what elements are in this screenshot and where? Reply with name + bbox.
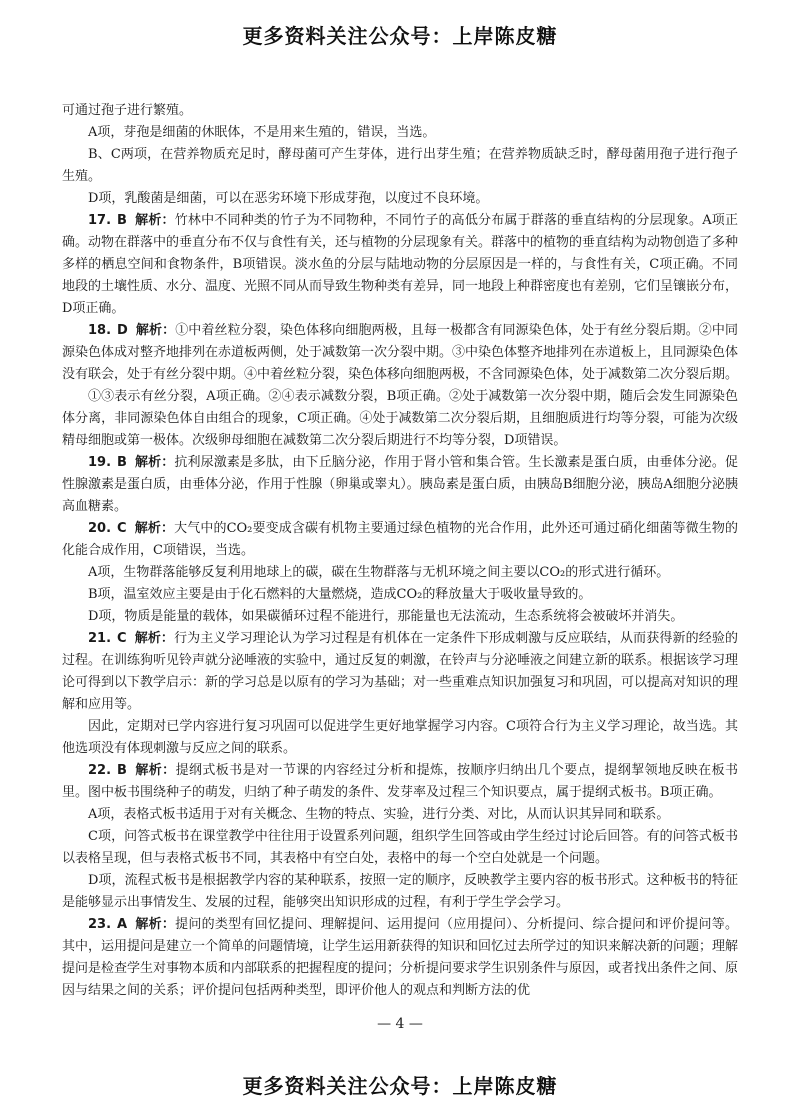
question-number: 18.	[88, 323, 112, 338]
explanation-label: 解析：	[134, 455, 175, 470]
explanation-label: 解析：	[134, 213, 175, 228]
explanation-text: ①中着丝粒分裂，染色体移向细胞两极，且每一极都含有同源染色体，处于有丝分裂后期。②中同源染色体成对整齐地排列在赤道板两侧，处于减数第一次分裂中期。③中染色体整齐地排列在赤道板上，且同源染色体没有联会，处于有丝分裂中期。④中着丝粒分裂，染色体移向细胞两极，不含同源染色体，处于减数第二次分裂后期。	[62, 323, 739, 382]
question-number: 21.	[88, 631, 112, 646]
question-number: 17.	[88, 213, 112, 228]
paragraph: A项，芽孢是细菌的休眠体，不是用来生殖的，错误，当选。	[88, 125, 436, 140]
paragraph: A项，生物群落能够反复利用地球上的碳，碳在生物群落与无机环境之间主要以CO₂的形式进行循环。	[88, 565, 670, 580]
explanation-text: 行为主义学习理论认为学习过程是有机体在一定条件下形成刺激与反应联结，从而获得新的经验的过程。在训练狗听见铃声就分泌唾液的实验中，通过反复的刺激，在铃声与分泌唾液之间建立新的联系。根据该学习理论可得到以下教学启示：新的学习总是以原有的学习为基础；对一些重难点知识加强复习和巩固，可以提高对知识的理解和应用等。	[62, 631, 739, 712]
question-explanation	[62, 914, 738, 1002]
explanation-text: 提问的类型有回忆提问、理解提问、运用提问（应用提问）、分析提问、综合提问和评价提问等。其中，运用提问是建立一个简单的问题情境，让学生运用新获得的知识和回忆过去所学过的知识来解决新的问题；理解提问是检查学生对事物本质和内部联系的把握程度的提问；分析提问要求学生识别条件与原因，或者找出条件之间、原因与结果之间的关系；评价提问包括两种类型，即评价他人的观点和判断方法的优	[62, 917, 739, 998]
explanation-text: 提纲式板书是对一节课的内容经过分析和提炼，按顺序归纳出几个要点，提纲挈领地反映在板书里。图中板书围绕种子的萌发，归纳了种子萌发的条件、发芽率及过程三个知识要点，属于提纲式板书。B项正确。	[62, 763, 738, 800]
answer-text-body	[62, 100, 738, 1002]
footer-banner: 更多资料关注公众号：上岸陈皮糖	[242, 1074, 558, 1098]
answer-letter: C	[117, 521, 127, 536]
paragraph: D项，物质是能量的载体，如果碳循环过程不能进行，那能量也无法流动，生态系统将会被破坏并消失。	[88, 609, 684, 624]
answer-letter: B	[117, 763, 127, 778]
question-explanation	[62, 518, 738, 562]
question-explanation	[62, 760, 738, 804]
question-number: 23.	[88, 917, 112, 932]
explanation-label: 解析：	[134, 763, 176, 778]
paragraph: ①③表示有丝分裂，A项正确。②④表示减数分裂，B项正确。②处于减数第一次分裂中期，随后会发生同源染色体分离，非同源染色体自由组合的现象，C项正确。④处于减数第二次分裂后期，且细胞质进行均等分裂，可能为次级精母细胞或第一极体。次级卵母细胞在减数第二次分裂后期进行不均等分裂，D项错误。	[62, 389, 738, 448]
question-explanation	[62, 210, 738, 320]
explanation-text: 抗利尿激素是多肽，由下丘脑分泌，作用于肾小管和集合管。生长激素是蛋白质，由垂体分泌。促性腺激素是蛋白质，由垂体分泌，作用于性腺（卵巢或睾丸）。胰岛素是蛋白质，由胰岛B细胞分泌，胰岛A细胞分泌胰高血糖素。	[62, 455, 738, 514]
page-number: — 4 —	[377, 1016, 423, 1032]
paragraph: 因此，定期对已学内容进行复习巩固可以促进学生更好地掌握学习内容。C项符合行为主义学习理论，故当选。其他选项没有体现刺激与反应之间的联系。	[62, 719, 738, 756]
answer-letter: C	[117, 631, 127, 646]
explanation-text: 大气中的CO₂要变成含碳有机物主要通过绿色植物的光合作用，此外还可通过硝化细菌等微生物的化能合成作用，C项错误，当选。	[62, 521, 738, 558]
answer-letter: D	[117, 323, 128, 338]
header-banner: 更多资料关注公众号：上岸陈皮糖	[242, 24, 558, 48]
explanation-label: 解析：	[134, 521, 175, 536]
explanation-label: 解析：	[135, 323, 176, 338]
paragraph: B、C两项，在营养物质充足时，酵母菌可产生芽体，进行出芽生殖；在营养物质缺乏时，酵母菌用孢子进行孢子生殖。	[62, 147, 738, 184]
paragraph: B项，温室效应主要是由于化石燃料的大量燃烧，造成CO₂的释放量大于吸收量导致的。	[88, 587, 592, 602]
paragraph: D项，流程式板书是根据教学内容的某种联系，按照一定的顺序，反映教学主要内容的板书形式。这种板书的特征是能够显示出事情发生、发展的过程，能够突出知识形成的过程，有利于学生学会学习。	[62, 873, 738, 910]
paragraph: C项，问答式板书在课堂教学中往往用于设置系列问题，组织学生回答或由学生经过讨论后回答。有的问答式板书以表格呈现，但与表格式板书不同，其表格中有空白处，表格中的每一个空白处就是一个问题。	[62, 829, 738, 866]
explanation-text: 竹林中不同种类的竹子为不同物种，不同竹子的高低分布属于群落的垂直结构的分层现象。A项正确。动物在群落中的垂直分布不仅与食性有关，还与植物的分层现象有关。群落中的植物的垂直结构为动物创造了多种多样的栖息空间和食物条件，B项错误。淡水鱼的分层与陆地动物的分层原因是一样的，与食性有关，C项正确。不同地段的土壤性质、水分、温度、光照不同从而导致生物种类有差异，同一地段上种群密度也有差别，它们呈镶嵌分布，D项正确。	[62, 213, 739, 316]
explanation-label: 解析：	[135, 917, 176, 932]
question-explanation	[62, 320, 738, 386]
question-explanation	[62, 628, 738, 716]
answer-letter: B	[117, 213, 127, 228]
explanation-label: 解析：	[134, 631, 175, 646]
answer-letter: B	[117, 455, 127, 470]
question-number: 19.	[88, 455, 112, 470]
answer-letter: A	[117, 917, 128, 932]
paragraph: 可通过孢子进行繁殖。	[62, 103, 193, 118]
question-explanation	[62, 452, 738, 518]
paragraph: A项，表格式板书适用于对有关概念、生物的特点、实验，进行分类、对比，从而认识其异同和联系。	[88, 807, 670, 822]
question-number: 20.	[88, 521, 112, 536]
paragraph: D项，乳酸菌是细菌，可以在恶劣环境下形成芽孢，以度过不良环境。	[88, 191, 489, 206]
question-number: 22.	[88, 763, 112, 778]
